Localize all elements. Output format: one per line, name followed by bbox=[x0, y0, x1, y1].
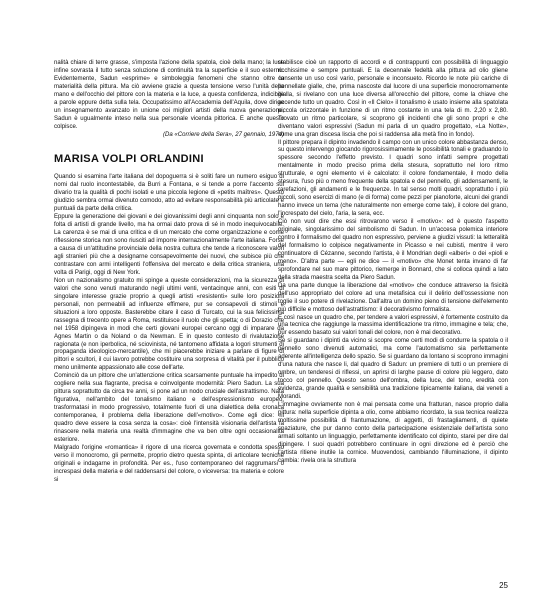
right-column bbox=[278, 60, 508, 466]
paragraph: Non un nazionalismo gratuito mi spinge a queste considerazioni, ma la sicurezza di valori che sono venuti maturando negli ultimi venti, ventacinque anni, con esiti di singolare interesse grazie proprio a quegli artisti «resistenti» sulle loro posizioni personali, non permeabili ad influenze effimere, pur se consapevoli di stimoli e situazioni a loro opposte. Basterebbe citare il caso di Turcato, cui la sua felicissima rassegna di trecento opere a Roma, restituisce il ruolo che gli spetta; o di Dorazio che nel 1958 dipingeva in modi che certi giovani europei cercano oggi di imparare da Agnes Martin o da Noland o da Newman. E in questo contesto di rivalutazione ragionata (e non iperbolica, né sciovinista, né tantomeno affidata a logori strumenti di propaganda ideologico-mercantile), che mi piacerebbe iniziare a parlare di figure di pittori e scultori, il cui lavoro potrebbe costituire una sorpresa di vitalità per il pubblico meno unilmente appassionato alle cose dell'arte. bbox=[54, 277, 284, 372]
paragraph: Eppure la generazione dei giovani e dei giovanissimi degli anni cinquanta non solo è folta di artisti di grande livello, ma ha ormai dato prova di sé in modo inequivocabile. La carenza è se mai di una critica e di un mercato che come organizzazione e come riflessione storica non sono riusciti ad imporre internazionalmente l'arte italiana. Forse a causa di un'attitudine provinciale della nostra cultura che tende a riconoscere valori agli stranieri più che a designarne consapevolmente dei nuovi, che subisce più che contrastare con armi intelligenti l'offensiva del mercato e della critica straniera, una volta di Parigi, oggi di New York. bbox=[54, 214, 284, 276]
page-number: 25 bbox=[499, 581, 508, 590]
author-heading: MARISA VOLPI ORLANDINI bbox=[54, 152, 204, 165]
paragraph: Malgrado l'origine «romantica» il rigore di una ricerca governata e condotta spesso verso il monocromo, gli permette, proprio dietro questa spinta, di articolare tecniche originali e indagarne in profondità. Per es., l'uso contemporaneo del raggrumarsi o increspasi della materia e del raddensarsi del colore, o viceversa: tra materia e colore si bbox=[54, 444, 284, 483]
paragraph: Da una parte dunque la liberazione dal «motivo» che conduce attraverso la fisicità dell'uso appropriato del colore ad una metafisica cui il delirio dell'ossessione non toglie il suo potere di rivelazione. Dall'altra un domino pieno di tensione dell'elemento più difficile e mottoso dell'astrattismo: il decorativismo formalista. bbox=[278, 282, 508, 313]
paragraph: L'immagine ovviamente non è mai pensata come una fratturan, nasce proprio dalla pittura: nella superficie dipinta a olio, come abbiamo ricordato, la sua tecnica realizza moltissime possibilità di frantumazione, di aggetti, di frastagliamenti, di quiete spaziature, che pur danno conto della partecipazione esistenziale dell'artista sono armati soltanto un linguaggio, perfettamente identificato col dipinto, starei per dire dal dipingere. I suoi quadri potrebbero continuare in ogni direzione ed è perciò che l'artista ritiene inutile la cornice. Muovendosi, cambiando l'illuminazione, il dipinto cambia: rivela ora la struttura bbox=[278, 401, 508, 464]
paragraph: Ciò non vuol dire che essi ritrovarono verso il «motivo»: ed è questo l'aspetto originale, singolarissimo del simbolismo di Sadun. In un'accesa polemica interiore contro il formalismo del quadro non espressivo, perviene a giudizi vissuti: la letteralità del formalismo lo colpisce negativamente in Picasso e nei cubisti, mentre il vero continuatore di Cézanne, secondo l'artista, è il Mondrian degli «alberi» o dei «pioli e meno». D'altra parte — egli ne dice — il «motivo» che Monet tenta invano di far sprofondare nel suo mare pittorico, riemerge in Bonnard, che si colloca quindi a lato della strada maestra scelta da Piero Sadun. bbox=[278, 219, 508, 281]
paragraph: stabilisce cioè un rapporto di accordi e di contrappunti con possibilità di linguaggio ricchissime e sempre puntuali. E la decennale fedeltà alla pittura ad olio gliene consente un uso così vario, personale e inconsueto. Ricordo le note più cariche di pennellate gialle, che, prima nascoste dal lucore di una superficie monocromamente gialla, si rivelano con una luce diversa all'orecchio del pittore, come la chiave che accende tutto un quadro. Così in «Il Cielo» il tonalismo è usato insieme alla spatolata piccola orizzontale in funzione di un ritmo costante in una tela di m. 2,20 x 2,80. Trovato un ritmo particolare, si scoprono gli incidenti che gli sono propri e che diventano valori espressivi (Sadun mi parla di un quadro progettato, «La Notte», come una gran discesa liscia che poi si raddensa alla metà fino in fondo). bbox=[278, 60, 508, 138]
paragraph: Quando si esamina l'arte italiana del dopoguerra si è soliti fare un numero esiguo di nomi dal ruolo incontestabile, da Burri a Fontana, e si tende a porre l'accento sul divario tra la qualità di pochi isolati e una piccola legione di «petits maîtres». Questo giudizio sembra ormai divenuto comodo, atto ad evitare responsabilità più articolate e puntuali da parte della critica. bbox=[54, 174, 284, 213]
paragraph: Il pittore prepara il dipinto invadendo il campo con un unico colore abbastanza denso, su questo intervengo giocando rigorosissimamente le possibilità tonali e graduando lo spessore secondo l'effetto previsto. I quadri sono infatti sempre progettati mentalmente in modo preciso prima della stesura, soprattutto nel loro ritmo strutturale, e ogni elemento vi è calcolato: il colore fondamentale, il modo della stesura, l'uso più o meno frequente della spatola e del pennello, gli addensamenti, le rarefazioni, gli andamenti e le frequenze. In tal senso molti quadri, soprattutto i più piccoli, sono esercizi di mano (e di forma) come pezzi per pianoforte, alcuni dei grandi hanno invece un tema (che naturalmente non emerge come tale), il colore del grano, l'increspato del cielo, l'aria, la sera, ecc. bbox=[278, 139, 508, 218]
paragraph: Cominciò da un pittore che un'attenzione critica scarsamente puntuale ha impedito di cogliere nella sua flagrante, precisa e coinvolgente modernità: Piero Sadun. La sua pittura soprattutto da circa tre anni, si pone ad un nodo cruciale dell'astrattismo. Nata figurativa, nell'ambito del tonalismo italiano e dell'espressionismo europeo, trasformatasi in modo progressivo, totalmente fuori di una dialettica della cronaca contemporanea, il problema della liberazione dell'«motivo». Come egli dice: «il quadro deve essere la cosa senza la cosa»: cioè l'intensità visionaria dell'artista fa rinascere nella materia una realtà d'immagine che va ben oltre ogni occasionalità esteriore. bbox=[54, 373, 284, 443]
paragraph: nalità chiare di terre grasse, s'imposta l'azione della spatola, cioè della mano; la luce infine sovrasta il tutto senza soluzione di continuità tra la superficie e il suo esterno. Evidentemente, Sadun «esprime» e simboleggia fenomeni che stanno oltre la materialità della pittura. Ma ciò avviene grazie a questa tensione verso l'unità della mano e dell'occhio del pittore con la materia e la luce, a questa confidenza, indicibile a parole eppure detta sulla tela. Occupatissimo all'Accademia dell'Aquila, dove dirige un insegnamento avanzato in unione coi migliori artisti della nuova generazione, Sadun è ugualmente inteso nella sua personale vicenda pittorica. E anche questo colpisce. bbox=[54, 60, 284, 130]
source-citation: (Da «Corriere della Sera», 27 gennaio, 1974) bbox=[162, 131, 284, 138]
left-column bbox=[54, 60, 284, 485]
paragraph: E così nasce un quadro che, per tendere a valori espressivi, è fortemente costruito da una tecnica che raggiunge la massima identificazione tra ritmo, immagine e tela; che, pur essendo basato sui valori tonali del colore, non è mai decorativo. bbox=[278, 314, 508, 337]
paragraph: Se si guardano i dipinti da vicino si scopre come certi modi di condurre la spatola o il pennello sono divenuti automatici, ma come l'automatismo sia perfettamente aderente all'intelligenza dello spazio. Se si guardano da lontano si scoprono immagini d'una natura che nasce li, dal quadro di Sadun: un premiere di tutti o un premiere di ombre, un tenderesi di riflessi, un aprirsi di larghe pause di colore più leggero, dato tocco col pennello. Questo senso dell'ombra, della luce, del tono, eredità con evidenza, grande qualità e sensibilità una tradizione tipicamente italiana, dai veneti a Morandi. bbox=[278, 338, 508, 401]
